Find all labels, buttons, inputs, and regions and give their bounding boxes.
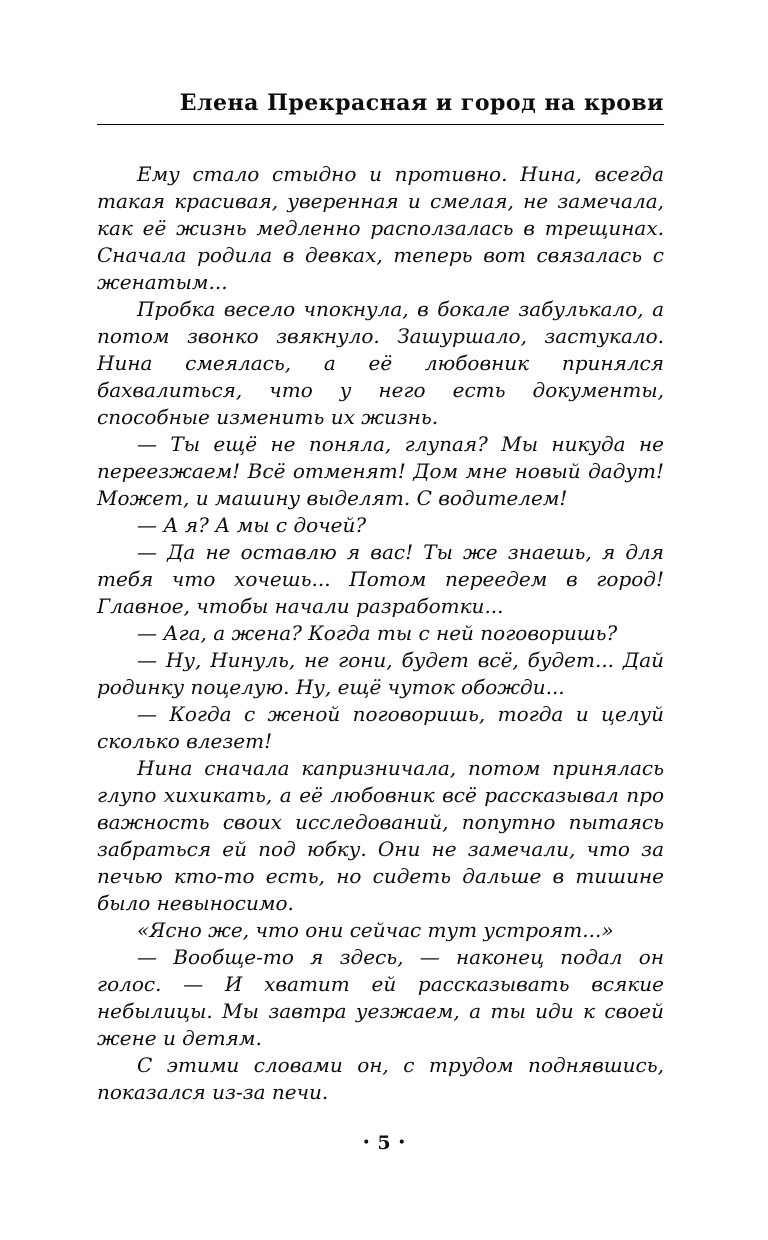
- running-header: [0, 0, 768, 125]
- paragraph: Пробка весело чпокнула, в бокале забулькало, а потом звонко звякнуло. Зашуршало, застукало. Нина смеялась, а её любовник принялся бахвалиться, что у него есть документы, способные изменить их жизнь.: [97, 297, 664, 429]
- paragraph-inner-thought: «Ясно же, что они сейчас тут устроят...»: [137, 918, 614, 942]
- paragraph-dialogue: — Да не оставлю я вас! Ты же знаешь, я для тебя что хочешь... Потом переедем в город! Главное, чтобы начали разработки...: [97, 540, 664, 618]
- paragraph-dialogue: — Ты ещё не поняла, глупая? Мы никуда не переезжаем! Всё отменят! Дом мне новый дадут! Может, и машину выделят. С водителем!: [97, 432, 664, 510]
- paragraph: Нина сначала капризничала, потом принялась глупо хихикать, а её любовник всё рассказывал про важность своих исследований, попутно пытаясь забраться ей под юбку. Они не замечали, что за печью кто-то есть, но сидеть дальше в тишине было невыносимо.: [97, 756, 664, 915]
- paragraph-dialogue: — Вообще-то я здесь, — наконец подал он голос. — И хватит ей рассказывать всякие небылицы. Мы завтра уезжаем, а ты иди к своей жене и детям.: [97, 945, 664, 1050]
- paragraph-dialogue: — Ага, а жена? Когда ты с ней поговоришь?: [137, 621, 618, 645]
- paragraph-dialogue: — Когда с женой поговоришь, тогда и целуй сколько влезет!: [97, 702, 664, 753]
- page-footer: [0, 1132, 768, 1154]
- paragraph-dialogue: — Ну, Нинуль, не гони, будет всё, будет... Дай родинку поцелую. Ну, ещё чуток обожди...: [97, 648, 664, 699]
- paragraph: Ему стало стыдно и противно. Нина, всегда такая красивая, уверенная и смелая, не замечала, как её жизнь медленно расползалась в трещинах. Сначала родила в девках, теперь вот связалась с женатым...: [97, 162, 664, 294]
- page-header-title: Елена Прекрасная и город на крови: [179, 90, 664, 116]
- footer-bullet-left: •: [362, 1135, 371, 1151]
- paragraph-dialogue: — А я? А мы с дочей?: [137, 513, 367, 537]
- page-body: [0, 125, 768, 1106]
- footer-bullet-right: •: [397, 1135, 406, 1151]
- paragraph: С этими словами он, с трудом поднявшись, показался из-за печи.: [97, 1053, 664, 1104]
- page-number: 5: [377, 1132, 391, 1154]
